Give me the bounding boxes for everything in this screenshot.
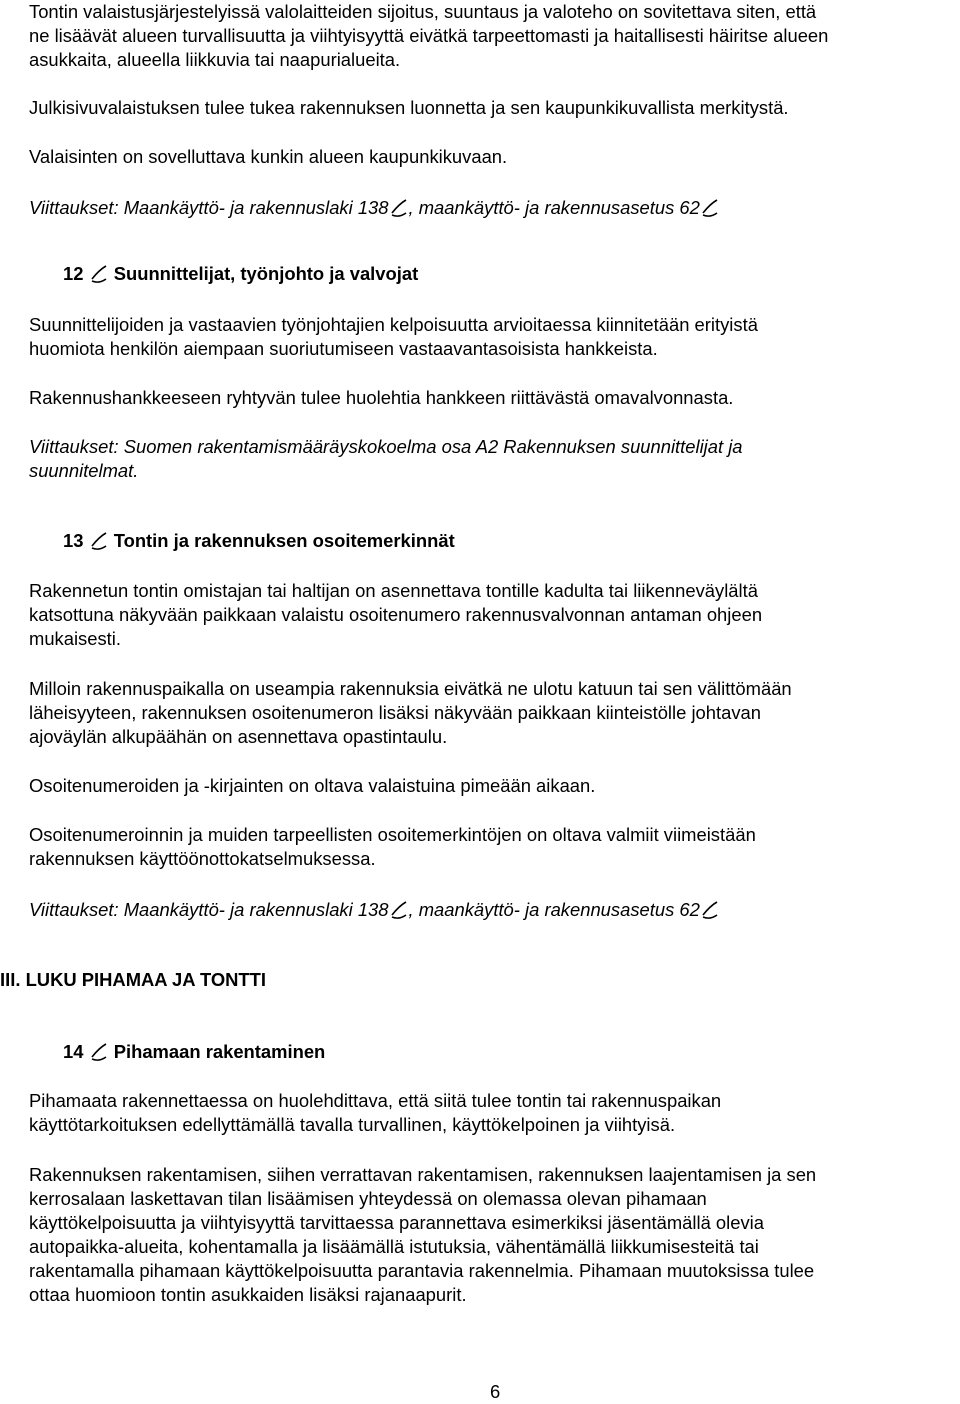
section-sign-icon (389, 196, 409, 218)
text-line: käyttötarkoituksen edellyttämällä tavalla turvallinen, käyttökelpoinen ja viihtyisä. (29, 1114, 676, 1135)
section-14-heading (63, 1040, 325, 1064)
reference-text: Viittaukset: Maankäyttö- ja rakennuslaki 138 (29, 899, 389, 920)
section-title: Tontin ja rakennuksen osoitemerkinnät (113, 530, 455, 551)
text-line: läheisyyteen, rakennuksen osoitenumeron lisäksi näkyvään paikkaan kiinteistölle johtavan (29, 702, 761, 723)
section-sign-icon (700, 196, 720, 218)
text-line: ne lisäävät alueen turvallisuutta ja viihtyisyyttä eivätkä tarpeettomasti ja haitallisesti häiritse alueen (29, 25, 829, 46)
text-line: Milloin rakennuspaikalla on useampia rakennuksia eivätkä ne ulotu katuun tai sen välittömään (29, 678, 792, 699)
section-number: 13 (63, 530, 84, 551)
facade-lighting-paragraph: Julkisivuvalaistuksen tulee tukea rakennuksen luonnetta ja sen kaupunkikuvallista merkitystä. (29, 97, 789, 118)
address-paragraph-1 (29, 579, 949, 651)
section-13-heading (63, 529, 455, 553)
text-line: Suunnittelijoiden ja vastaavien työnjohtajien kelpoisuutta arvioitaessa kiinnitetään erityistä (29, 314, 758, 335)
text-line: autopaikka-alueita, kohentamalla ja lisäämällä istutuksia, vähentämällä liikkumisesteitä tai (29, 1236, 759, 1257)
section-sign-icon (89, 1040, 109, 1062)
address-paragraph-4 (29, 823, 949, 871)
text-line: asukkaita, alueella liikkuvia tai naapurialueita. (29, 49, 401, 70)
page-number: 6 (490, 1381, 501, 1402)
yard-paragraph-2 (29, 1163, 949, 1307)
chapter-number: III. (0, 969, 21, 990)
section-sign-icon (389, 898, 409, 920)
reference-text: , maankäyttö- ja rakennusasetus 62 (408, 899, 700, 920)
text-line: Viittaukset: Suomen rakentamismääräyskokoelma osa A2 Rakennuksen suunnittelijat ja (29, 436, 743, 457)
text-line: ajoväylän alkupäähän on asennettava opastintaulu. (29, 726, 448, 747)
text-line: mukaisesti. (29, 628, 121, 649)
reference-line (29, 196, 720, 220)
section-sign-icon (700, 898, 720, 920)
section-title: Suunnittelijat, työnjohto ja valvojat (113, 263, 419, 284)
text-line: käyttökelpoisuutta ja viihtyisyyttä tarvittaessa parannettava esimerkiksi jäsentämällä olevia (29, 1212, 764, 1233)
reference-text: Viittaukset: Maankäyttö- ja rakennuslaki 138 (29, 197, 389, 218)
text-line: Rakennuksen rakentamisen, siihen verrattavan rakentamisen, rakennuksen laajentamisen ja sen (29, 1164, 817, 1185)
text-line: ottaa huomioon tontin asukkaiden lisäksi rajanaapurit. (29, 1284, 467, 1305)
section-sign-icon (89, 262, 109, 284)
section-12-heading (63, 262, 418, 286)
text-line: rakennuksen käyttöönottokatselmuksessa. (29, 848, 376, 869)
text-line: kerrosalaan laskettavan tilan lisäämisen yhteydessä on olemassa olevan pihamaan (29, 1188, 707, 1209)
text-line: katsottuna näkyvään paikkaan valaistu osoitenumero rakennusvalvonnan antaman ohjeen (29, 604, 763, 625)
chapter-title: LUKU PIHAMAA JA TONTTI (25, 969, 267, 990)
text-line: Rakennetun tontin omistajan tai haltijan on asennettava tontille kadulta tai liikenneväylältä (29, 580, 758, 601)
section-number: 12 (63, 263, 84, 284)
text-line: huomiota henkilön aiempaan suoriutumiseen vastaavantasoisista hankkeista. (29, 338, 658, 359)
reference-line (29, 898, 720, 922)
text-line: rakentamalla pihamaan käyttökelpoisuutta parantavia rakennelmia. Pihamaan muutoksissa tulee (29, 1260, 815, 1281)
text-line: suunnitelmat. (29, 460, 139, 481)
section-sign-icon (89, 529, 109, 551)
section-number: 14 (63, 1041, 84, 1062)
lighting-paragraph (29, 0, 949, 72)
self-monitoring-paragraph: Rakennushankkeeseen ryhtyvän tulee huolehtia hankkeen riittävästä omavalvonnasta. (29, 387, 734, 408)
chapter-heading (0, 968, 266, 992)
fixtures-paragraph: Valaisinten on sovelluttava kunkin alueen kaupunkikuvaan. (29, 146, 508, 167)
reference-paragraph (29, 435, 949, 483)
address-paragraph-2 (29, 677, 949, 749)
reference-text: , maankäyttö- ja rakennusasetus 62 (408, 197, 700, 218)
yard-paragraph-1 (29, 1089, 949, 1137)
text-line: Pihamaata rakennettaessa on huolehdittava, että siitä tulee tontin tai rakennuspaikan (29, 1090, 722, 1111)
section-title: Pihamaan rakentaminen (113, 1041, 326, 1062)
designers-paragraph (29, 313, 949, 361)
address-paragraph-3: Osoitenumeroiden ja -kirjainten on oltava valaistuina pimeään aikaan. (29, 775, 596, 796)
text-line: Tontin valaistusjärjestelyissä valolaitteiden sijoitus, suuntaus ja valoteho on sovitettava siten, että (29, 1, 817, 22)
text-line: Osoitenumeroinnin ja muiden tarpeellisten osoitemerkintöjen on oltava valmiit viimeistään (29, 824, 756, 845)
